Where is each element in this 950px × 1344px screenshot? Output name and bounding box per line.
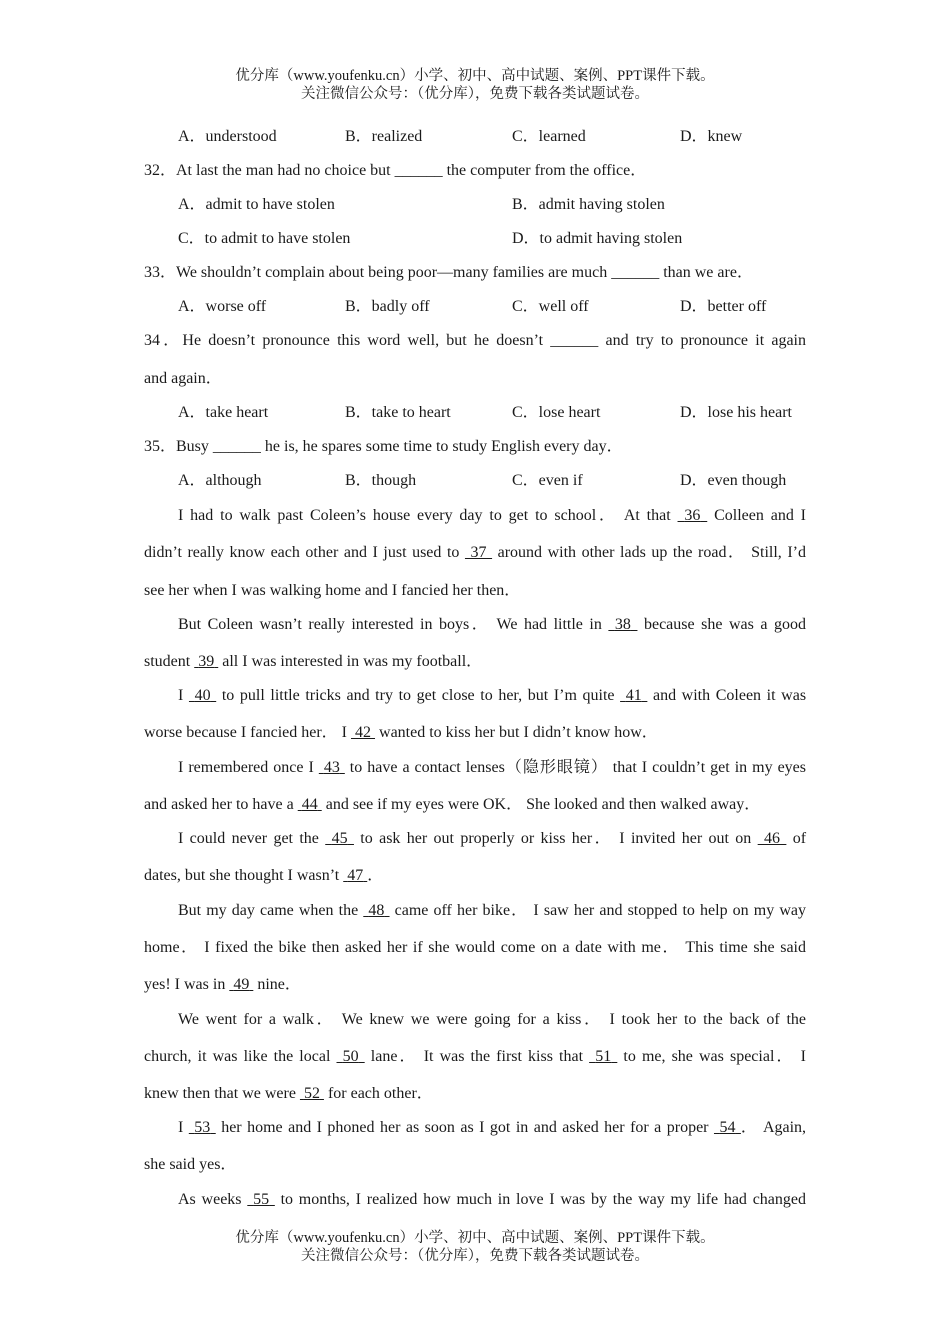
blank-number: 47 <box>347 867 364 884</box>
passage-line <box>178 506 806 526</box>
passage-line <box>144 866 383 886</box>
text-run: and with Coleen it was <box>647 687 807 704</box>
q35-option-a: A．although <box>178 472 262 489</box>
page-footer <box>0 1229 950 1265</box>
q33-option-b: B．badly off <box>345 298 430 315</box>
q31-option-b: B．realized <box>345 128 423 145</box>
text-run: dates, but she thought I wasn’t <box>144 867 344 884</box>
passage-line: she said yes． <box>144 1156 237 1173</box>
passage-line <box>178 615 806 635</box>
text-run: of <box>786 830 807 847</box>
footer-line-2: 关注微信公众号：（优分库），免费下载各类试题试卷。 <box>301 1248 649 1264</box>
text-run: As weeks <box>178 1191 248 1208</box>
q31-option-d: D．knew <box>680 128 743 145</box>
q35-option-c: C．even if <box>512 472 583 489</box>
blank-49[interactable] <box>229 976 253 993</box>
blank-number: 41 <box>625 687 642 704</box>
blank-41[interactable] <box>620 687 647 704</box>
text-run: I had to walk past Coleen’s house every day to get to school． At that <box>178 507 678 524</box>
page-header <box>0 67 950 103</box>
passage-line <box>178 829 806 849</box>
passage-line: see her when I was walking home and I fancied her then． <box>144 582 521 599</box>
passage-line <box>144 1047 806 1067</box>
text-run: all I was interested in was my football． <box>218 653 483 670</box>
blank-number: 50 <box>342 1048 359 1065</box>
q32-option-c: C．to admit to have stolen <box>178 230 351 247</box>
text-run: to me, she was special． I <box>617 1048 806 1065</box>
blank-52[interactable] <box>300 1085 324 1102</box>
blank-number: 40 <box>194 687 211 704</box>
blank-number: 46 <box>764 830 781 847</box>
text-run: didn’t really know each other and I just used to <box>144 544 465 561</box>
q32-stem: 32．At last the man had no choice but ______ the computer from the office． <box>144 162 647 179</box>
blank-number: 36 <box>684 507 701 524</box>
blank-43[interactable] <box>319 759 345 776</box>
footer-line-1: 优分库（www.youfenku.cn）小学、初中、高中试题、案例、PPT课件下载。 <box>235 1230 715 1246</box>
blank-number: 55 <box>253 1191 270 1208</box>
q34-option-a: A．take heart <box>178 404 269 421</box>
q34-option-c: C．lose heart <box>512 404 601 421</box>
text-run: because she was a good <box>637 616 807 633</box>
passage-line <box>144 723 658 743</box>
q31-option-c: C．learned <box>512 128 586 145</box>
blank-number: 51 <box>595 1048 612 1065</box>
text-run: around with other lads up the road． Still, I’d <box>492 544 807 561</box>
blank-54[interactable] <box>714 1119 741 1136</box>
passage-line: We went for a walk． We knew we were going for a kiss． I took her to the back of the <box>178 1011 806 1028</box>
passage-line <box>178 901 806 921</box>
text-run: to ask her out properly or kiss her． I invited her out on <box>353 830 758 847</box>
text-run: knew then that we were <box>144 1085 300 1102</box>
text-run: to have a contact lenses（隐形眼镜） that I couldn’t get in my eyes <box>344 759 807 776</box>
blank-number: 52 <box>303 1085 320 1102</box>
blank-number: 42 <box>355 724 372 741</box>
text-run: for each other． <box>323 1085 433 1102</box>
passage-line: home． I fixed the bike then asked her if she would come on a date with me． This time she said <box>144 939 807 956</box>
blank-44[interactable] <box>298 796 322 813</box>
text-run: yes! I was in <box>144 976 230 993</box>
passage-line <box>178 1190 806 1210</box>
text-run: and asked her to have a <box>144 796 298 813</box>
passage-line <box>144 543 806 563</box>
header-line-1: 优分库（www.youfenku.cn）小学、初中、高中试题、案例、PPT课件下载。 <box>235 68 715 84</box>
passage-line <box>144 975 301 995</box>
blank-55[interactable] <box>247 1191 275 1208</box>
text-run: wanted to kiss her but I didn’t know how． <box>375 724 658 741</box>
text-run: ． <box>367 867 384 884</box>
blank-number: 37 <box>470 544 487 561</box>
passage-line <box>144 795 760 815</box>
passage-line <box>178 758 806 778</box>
text-run: I <box>178 687 189 704</box>
blank-number: 48 <box>368 902 385 919</box>
text-run: But my day came when the <box>178 902 364 919</box>
blank-number: 45 <box>331 830 348 847</box>
text-run: to months, I realized how much in love I was by the way my life had changed <box>274 1191 807 1208</box>
text-run: I <box>178 1119 189 1136</box>
blank-number: 54 <box>719 1119 736 1136</box>
blank-number: 43 <box>323 759 340 776</box>
blank-42[interactable] <box>351 724 375 741</box>
blank-number: 53 <box>194 1119 211 1136</box>
blank-37[interactable] <box>465 544 492 561</box>
header-line-2: 关注微信公众号：（优分库），免费下载各类试题试卷。 <box>301 86 649 102</box>
blank-39[interactable] <box>194 653 218 670</box>
text-run: But Coleen wasn’t really interested in boys． We had little in <box>178 616 609 633</box>
blank-40[interactable] <box>189 687 216 704</box>
text-run: I remembered once I <box>178 759 319 776</box>
text-run: to pull little tricks and try to get close to her, but I’m quite <box>216 687 621 704</box>
q34-stem-line-2: and again． <box>144 370 222 387</box>
blank-38[interactable] <box>608 616 637 633</box>
text-run: student <box>144 653 195 670</box>
passage-line <box>178 1118 806 1138</box>
blank-46[interactable] <box>758 830 787 847</box>
text-run: worse because I fancied her． I <box>144 724 352 741</box>
q35-option-d: D．even though <box>680 472 787 489</box>
q33-option-d: D．better off <box>680 298 767 315</box>
q33-option-c: C．well off <box>512 298 589 315</box>
blank-48[interactable] <box>363 902 389 919</box>
q32-option-a: A．admit to have stolen <box>178 196 335 213</box>
blank-50[interactable] <box>337 1048 365 1065</box>
q35-option-b: B．though <box>345 472 417 489</box>
q33-stem: 33．We shouldn’t complain about being poor—many families are much ______ than we are． <box>144 264 753 281</box>
q31-option-a: A．understood <box>178 128 277 145</box>
text-run: lane． It was the first kiss that <box>364 1048 590 1065</box>
q32-option-b: B．admit having stolen <box>512 196 665 213</box>
blank-51[interactable] <box>589 1048 617 1065</box>
q35-stem: 35．Busy ______ he is, he spares some time to study English every day． <box>144 438 623 455</box>
blank-number: 49 <box>233 976 250 993</box>
blank-53[interactable] <box>189 1119 216 1136</box>
blank-47[interactable] <box>343 867 367 884</box>
blank-36[interactable] <box>678 507 708 524</box>
blank-45[interactable] <box>325 830 354 847</box>
text-run: ． Again, <box>740 1119 807 1136</box>
text-run: her home and I phoned her as soon as I got in and asked her for a proper <box>215 1119 714 1136</box>
text-run: came off her bike． I saw her and stopped to help on my way <box>389 902 807 919</box>
blank-number: 38 <box>614 616 631 633</box>
q34-option-b: B．take to heart <box>345 404 451 421</box>
passage-line <box>144 652 482 672</box>
q34-stem-line-1: 34．He doesn’t pronounce this word well, but he doesn’t ______ and try to pronounce it again <box>144 332 806 349</box>
text-run: and see if my eyes were OK． She looked and then walked away． <box>321 796 761 813</box>
q34-option-d: D．lose his heart <box>680 404 792 421</box>
q33-option-a: A．worse off <box>178 298 267 315</box>
text-run: Colleen and I <box>707 507 807 524</box>
q32-option-d: D．to admit having stolen <box>512 230 683 247</box>
text-run: I could never get the <box>178 830 326 847</box>
blank-number: 44 <box>301 796 318 813</box>
blank-number: 39 <box>198 653 215 670</box>
passage-line <box>144 1084 433 1104</box>
text-run: nine． <box>253 976 301 993</box>
passage-line <box>178 686 806 706</box>
text-run: church, it was like the local <box>144 1048 337 1065</box>
